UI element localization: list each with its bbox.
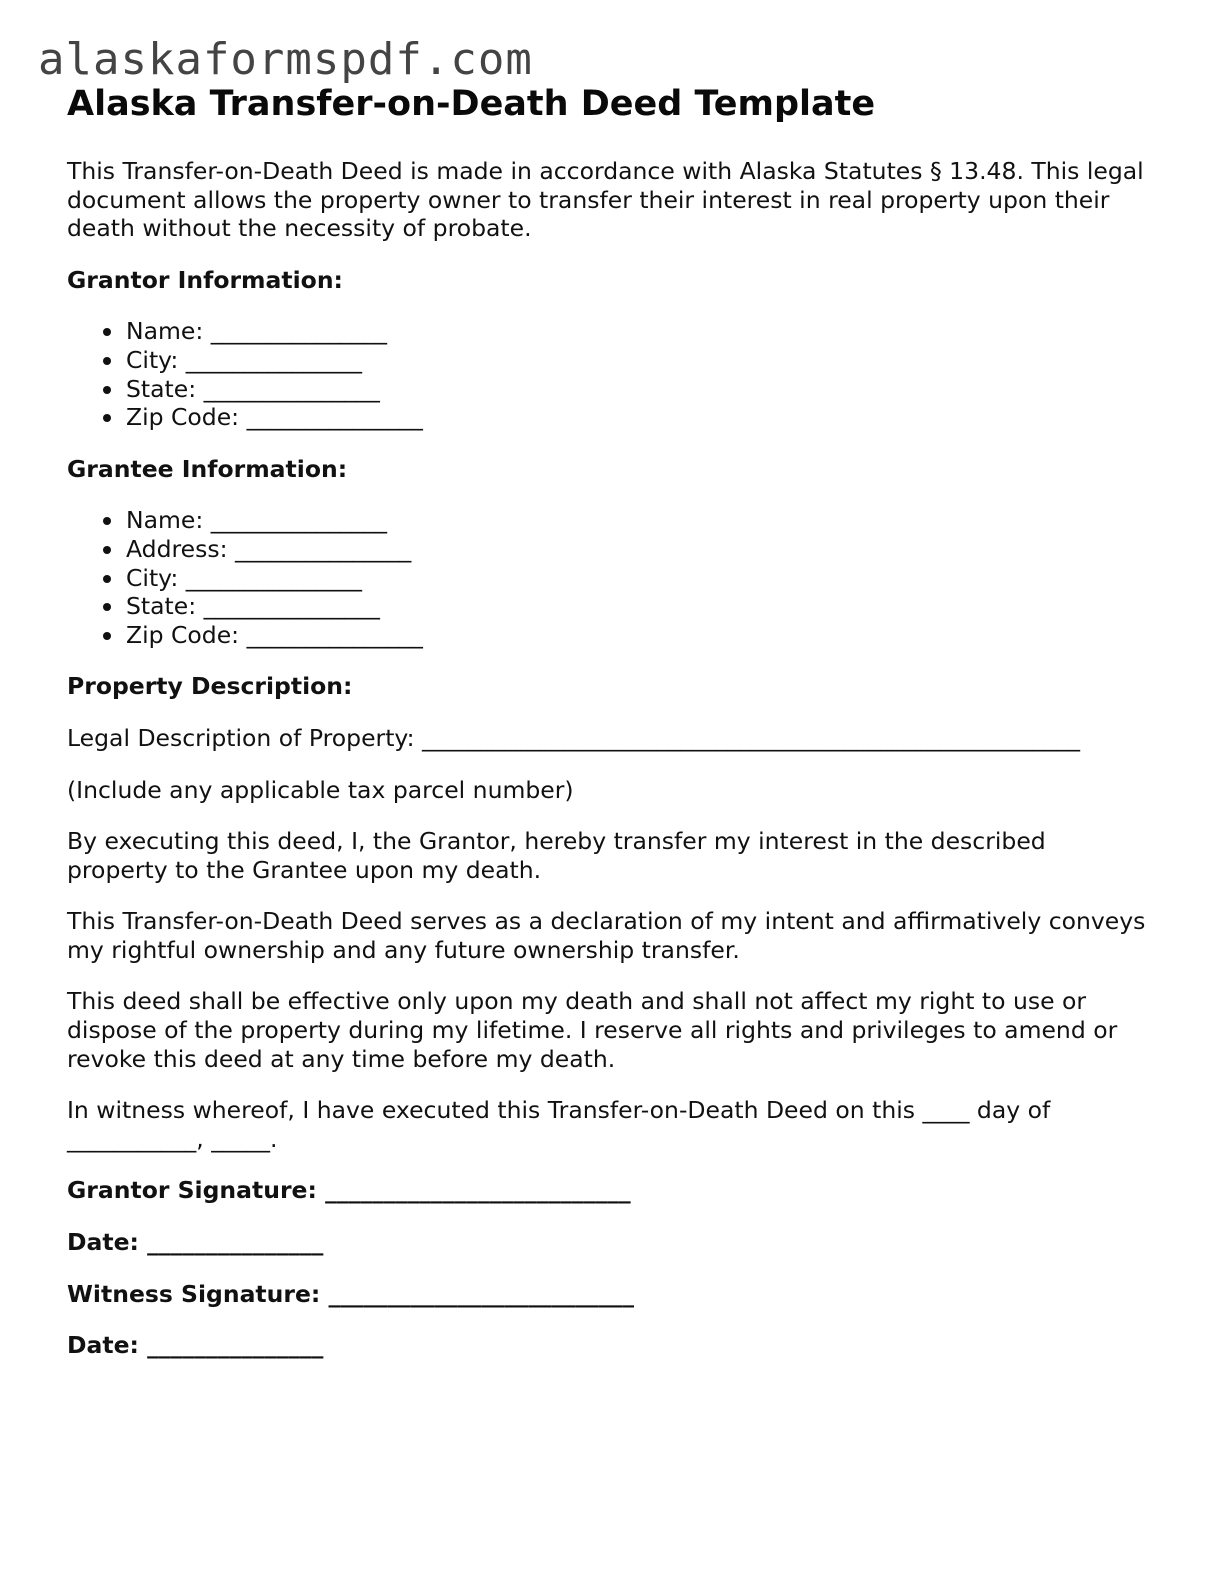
grantor-signature-line: Grantor Signature: __________________________ [67,1176,631,1205]
grantor-fields [67,317,1147,431]
tax-parcel-note: (Include any applicable tax parcel number) [67,775,574,804]
page-title: Alaska Transfer-on-Death Deed Template [67,84,876,124]
grantee-fields [67,506,1147,649]
legal-description-field: Legal Description of Property: ________________________________________________________ [67,723,1081,752]
grantee-name-field: Name: _______________ [126,506,1147,535]
transfer-paragraph: By executing this deed, I, the Grantor, hereby transfer my interest in the described property to the Grantee upon my death. [67,827,1046,884]
effective-paragraph: This deed shall be effective only upon my death and shall not affect my right to use or dispose of the property during my lifetime. I reserve all rights and privileges to amend or revoke this deed at any time before my death. [67,987,1118,1073]
document [67,82,1147,1360]
property-heading: Property Description: [67,672,353,701]
grantee-city-field: City: _______________ [126,564,1147,593]
grantee-heading: Grantee Information: [67,454,348,483]
grantor-zip-field: Zip Code: _______________ [126,403,1147,432]
grantee-zip-field: Zip Code: _______________ [126,621,1147,650]
grantor-date-line: Date: _______________ [67,1228,324,1257]
grantee-state-field: State: _______________ [126,592,1147,621]
grantor-state-field: State: _______________ [126,375,1147,404]
grantor-city-field: City: _______________ [126,346,1147,375]
declaration-paragraph: This Transfer-on-Death Deed serves as a declaration of my intent and affirmatively conveys my rightful ownership and any future ownership transfer. [67,907,1146,964]
intro-paragraph: This Transfer-on-Death Deed is made in accordance with Alaska Statutes § 13.48. This legal document allows the property owner to transfer their interest in real property upon their death without the necessity of probate. [67,157,1144,243]
grantor-name-field: Name: _______________ [126,317,1147,346]
grantee-address-field: Address: _______________ [126,535,1147,564]
witness-signature-line: Witness Signature: __________________________ [67,1279,634,1308]
watermark: alaskaformspdf.com [38,34,533,85]
witness-whereof-paragraph: In witness whereof, I have executed this Transfer-on-Death Deed on this ____ day of ___________, _____. [67,1096,1051,1153]
grantor-heading: Grantor Information: [67,265,343,294]
witness-date-line: Date: _______________ [67,1331,324,1360]
